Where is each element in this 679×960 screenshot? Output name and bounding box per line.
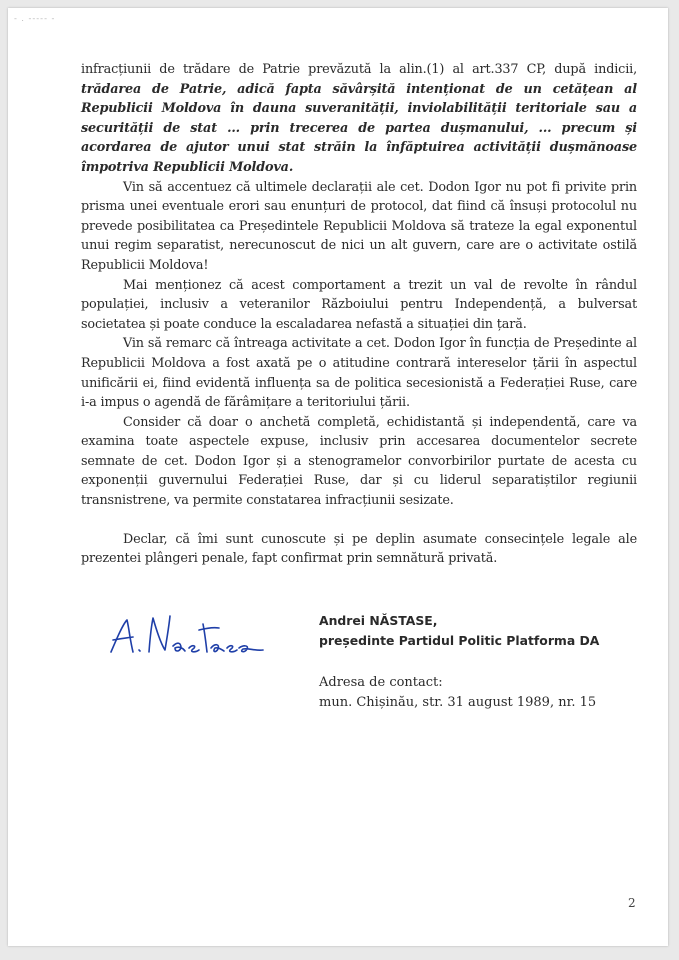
address-label: Adresa de contact: (319, 675, 443, 690)
signatory-role: președinte Partidul Politic Platforma DA (319, 632, 600, 648)
document-body (81, 60, 637, 569)
intro-text: infracțiunii de trădare de Patrie prevăzută la alin.(1) al art.337 CP, după indicii, (81, 62, 637, 77)
paragraph-4: Consider că doar o anchetă completă, echidistantă și independentă, care va examina toate aspectele expuse, inclusiv prin accesarea documentelor secrete semnate de cet. Dodon Igor și a stenogramelor convorbirilor purtate de acesta cu exponenții guvernului Federației Ruse, dar și cu liderul separatiștilor regiunii transnistrene, va permite constatarea infracțiunii sesizate. (81, 414, 637, 509)
intro-legal-quote: trădarea de Patrie, adică fapta săvârșită intenționat de un cetățean al Republicii Moldova în dauna suveranității, inviolabilității teritoriale sau a securității de stat ... prin trecerea de partea dușmanului, ... precum și acordarea de ajutor unui stat străin la înfăptuirea activității dușmănoase împotriva Republicii Moldova. (81, 81, 637, 175)
page-number: 2 (628, 896, 636, 910)
paragraph-2: Mai menționez că acest comportament a trezit un val de revolte în rândul populației, inclusiv a veteranilor Războiului pentru Independență, a bulversat societatea și poate conduce la escaladarea nefastă a situației din țară. (81, 277, 637, 332)
paragraph-3: Vin să remarc că întreaga activitate a cet. Dodon Igor în funcția de Președinte al Republicii Moldova a fost axată pe o atitudine contrară intereselor țării în aspectul unificării ei, fiind evidentă influența sa de politica secesionistă a Federației Ruse, care i-a impus o agendă de fărâmițare a teritoriului țării. (81, 336, 637, 411)
paragraph-declaration: Declar, că îmi sunt cunoscute și pe deplin asumate consecințele legale ale prezentei plângeri penale, fapt confirmat prin semnătură privată. (81, 531, 637, 567)
contact-address: mun. Chișinău, str. 31 august 1989, nr. 15 (319, 694, 597, 710)
signature-block (319, 611, 639, 712)
paragraph-1: Vin să accentuez că ultimele declarații ale cet. Dodon Igor nu pot fi privite prin prisma unei eventuale erori sau enunțuri de protocol, dat fiind că însuși protocolul nu prevede posibilitatea ca Președintele Republicii Moldova să trateze la egal exponentul unui regim separatist, nerecunoscut de nici un alt guvern, care are o activitate ostilă Republicii Moldova! (81, 179, 637, 273)
handwritten-signature (103, 608, 278, 668)
signatory-name: Andrei NĂSTASE, (319, 613, 438, 628)
intro-paragraph (81, 60, 637, 178)
document-page (8, 8, 668, 946)
scan-mark: - . ----- - (14, 14, 56, 23)
